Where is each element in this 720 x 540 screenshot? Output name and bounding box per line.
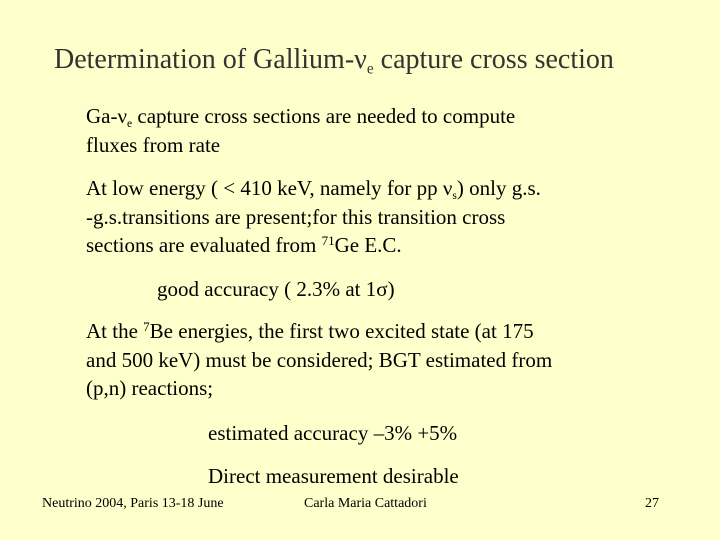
nu-symbol: ν [354,44,367,75]
paragraph-line [86,102,515,131]
text-segment: ) [387,277,395,301]
text-segment: ) only g.s. [456,176,541,200]
footer-page-number: 27 [645,496,659,511]
footer-conference: Neutrino 2004, Paris 13-18 June [42,496,224,511]
paragraph-be7-energies [86,317,552,403]
paragraph-line: and 500 keV) must be considered; BGT estimated from [86,347,553,372]
footer-author: Carla Maria Cattadori [304,496,427,511]
paragraph-good-accuracy [157,275,395,304]
text-segment: At low energy ( < 410 keV, namely for pp [86,176,443,200]
text-segment: good accuracy ( 2.3% at 1 [157,277,377,301]
subscript-e: e [366,60,374,78]
paragraph-line [86,174,541,203]
nu-symbol: ν [117,104,127,128]
paragraph-cross-sections [86,102,515,159]
text-segment: capture cross sections are needed to compute [132,104,516,128]
nu-symbol: ν [442,176,453,200]
sigma-symbol: σ [376,277,388,301]
text-segment: Be energies, the first two excited state (at 175 [149,319,534,343]
title-text-end: capture cross section [373,44,614,75]
superscript-71: 71 [321,232,335,248]
paragraph-line: (p,n) reactions; [86,376,214,400]
title-text: Determination of Gallium- [54,44,355,75]
text-segment: Ga- [86,104,118,128]
text-segment: Ge E.C. [334,233,402,257]
paragraph-line [86,317,552,346]
text-segment: sections are evaluated from [86,233,322,257]
subscript-e: e [126,118,133,131]
paragraph-line [86,231,541,260]
paragraph-low-energy [86,174,541,260]
paragraph-direct-measurement: Direct measurement desirable [208,464,459,488]
paragraph-line: -g.s.transitions are present;for this transition cross [86,204,506,229]
text-segment: At the [86,319,144,343]
paragraph-estimated-accuracy: estimated accuracy –3% +5% [208,421,458,445]
superscript-7: 7 [143,318,150,334]
slide-title [54,42,614,78]
paragraph-line: fluxes from rate [86,132,221,157]
subscript-s: s [452,190,457,203]
